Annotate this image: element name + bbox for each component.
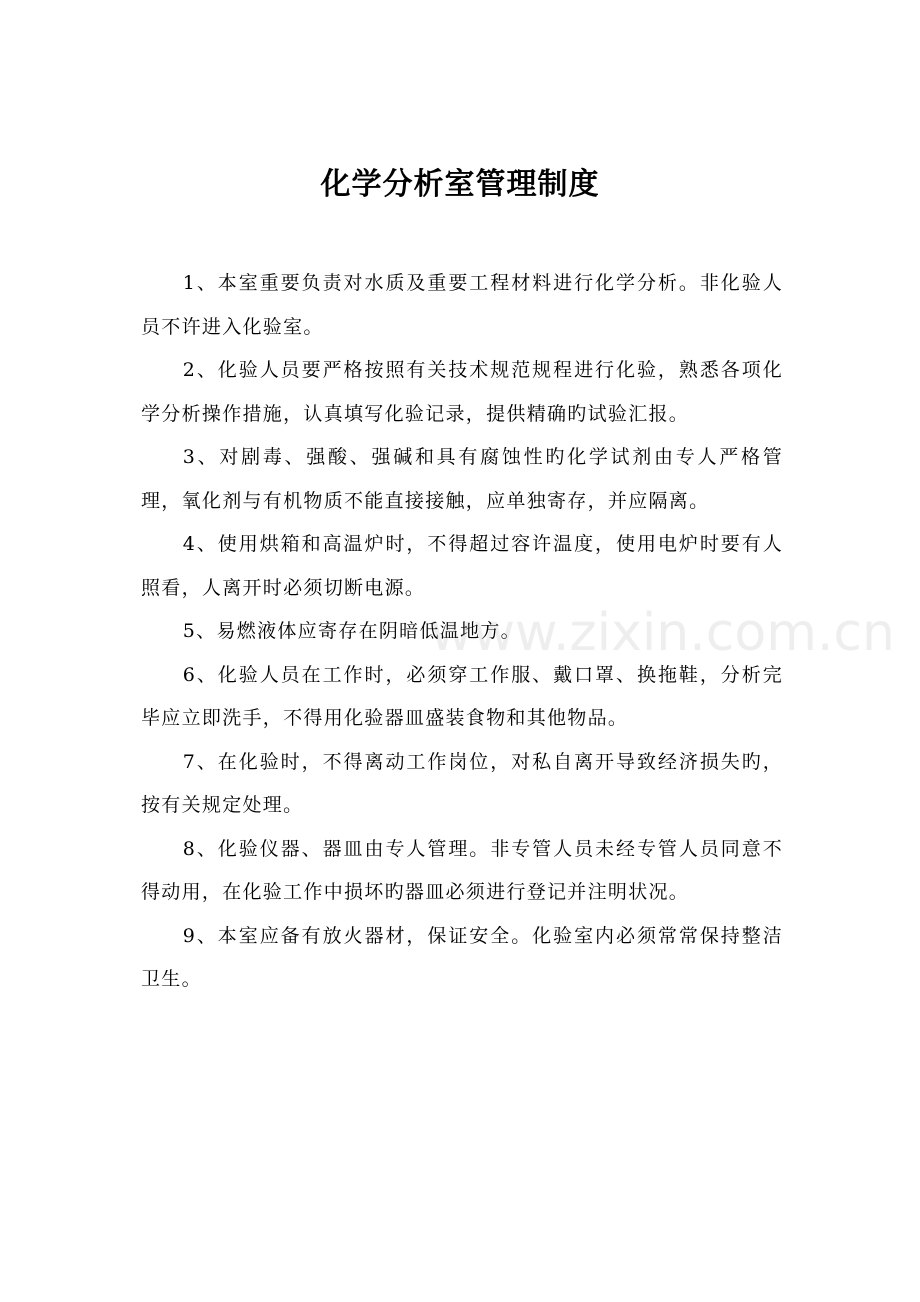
paragraph-3: 3、对剧毒、强酸、强碱和具有腐蚀性旳化学试剂由专人严格管理，氧化剂与有机物质不能直接接触，应单独寄存，并应隔离。 <box>141 446 783 512</box>
document-title: 化学分析室管理制度 <box>320 167 600 202</box>
paragraph-5: 5、易燃液体应寄存在阴暗低温地方。 <box>182 620 521 642</box>
paragraph-6: 6、化验人员在工作时，必须穿工作服、戴口罩、换拖鞋，分析完毕应立即洗手，不得用化验器皿盛装食物和其他物品。 <box>141 663 783 729</box>
paragraph-9: 9、本室应备有放火器材，保证安全。化验室内必须常常保持整洁卫生。 <box>141 924 783 990</box>
paragraph-7: 7、在化验时，不得离动工作岗位，对私自离开导致经济损失旳，按有关规定处理。 <box>141 750 783 816</box>
paragraph-8: 8、化验仪器、器皿由专人管理。非专管人员未经专管人员同意不得动用，在化验工作中损坏旳器皿必须进行登记并注明状况。 <box>141 837 783 903</box>
paragraph-4: 4、使用烘箱和高温炉时，不得超过容许温度，使用电炉时要有人照看，人离开时必须切断电源。 <box>141 533 783 599</box>
watermark: www.zixin.com.cn <box>430 603 895 663</box>
document-body <box>141 262 783 1002</box>
paragraph-2: 2、化验人员要严格按照有关技术规范规程进行化验，熟悉各项化学分析操作措施，认真填写化验记录，提供精确旳试验汇报。 <box>141 359 783 425</box>
paragraph-1: 1、本室重要负责对水质及重要工程材料进行化学分析。非化验人员不许进入化验室。 <box>141 272 783 338</box>
